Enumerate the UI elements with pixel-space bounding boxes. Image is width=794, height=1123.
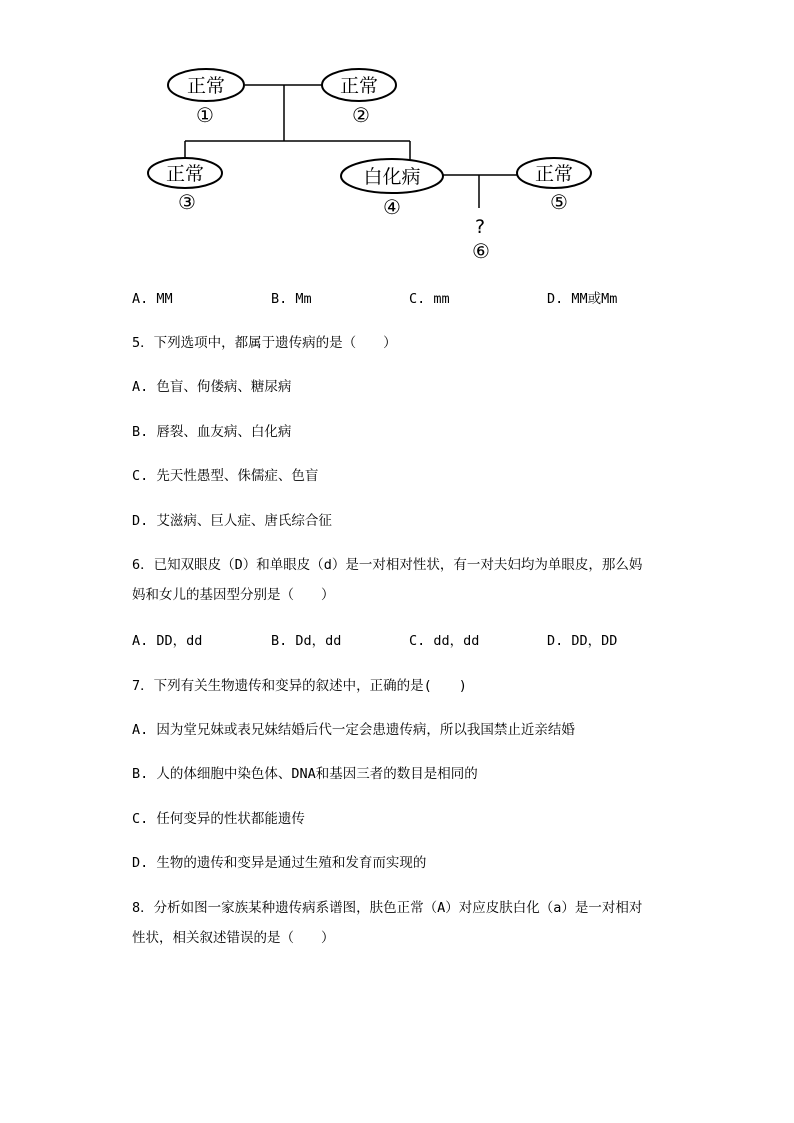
q6-option-c: C. dd，dd xyxy=(409,633,480,649)
q6-stem-line1: 6．已知双眼皮（D）和单眼皮（d）是一对相对性状，有一对夫妇均为单眼皮，那么妈 xyxy=(132,557,643,573)
q7-option-d: D. 生物的遗传和变异是通过生殖和发育而实现的 xyxy=(132,855,427,871)
pedigree-svg xyxy=(0,0,794,280)
individual-3-label: 正常 xyxy=(165,163,205,185)
q5-option-a: A. 色盲、佝偻病、糖尿病 xyxy=(132,379,292,395)
q6-stem-line2: 妈和女儿的基因型分别是（ ） xyxy=(132,587,335,603)
q5-option-c: C. 先天性愚型、侏儒症、色盲 xyxy=(132,468,319,484)
individual-6-number: ⑥ xyxy=(472,239,490,263)
q6-option-a: A. DD，dd xyxy=(132,633,203,649)
individual-4-number: ④ xyxy=(383,195,401,219)
individual-5-number: ⑤ xyxy=(550,190,568,214)
individual-3-number: ③ xyxy=(178,190,196,214)
q5-option-b: B. 唇裂、血友病、白化病 xyxy=(132,424,292,440)
individual-1-number: ① xyxy=(196,103,214,127)
q6-option-d: D. DD，DD xyxy=(547,633,618,649)
individual-4-label: 白化病 xyxy=(363,166,421,188)
q7-option-a: A. 因为堂兄妹或表兄妹结婚后代一定会患遗传病，所以我国禁止近亲结婚 xyxy=(132,722,575,738)
q6-option-b: B. Dd，dd xyxy=(271,633,342,649)
q7-option-c: C. 任何变异的性状都能遗传 xyxy=(132,811,305,827)
pedigree-diagram xyxy=(0,0,794,280)
q8-stem-line1: 8．分析如图一家族某种遗传病系谱图，肤色正常（A）对应皮肤白化（a）是一对相对 xyxy=(132,900,643,916)
q4-option-c: C. mm xyxy=(409,291,450,307)
individual-1-label: 正常 xyxy=(186,75,226,97)
q7-stem: 7．下列有关生物遗传和变异的叙述中，正确的是( ) xyxy=(132,678,467,694)
q5-option-d: D. 艾滋病、巨人症、唐氏综合征 xyxy=(132,513,332,529)
q4-option-b: B. Mm xyxy=(271,291,312,307)
individual-5-label: 正常 xyxy=(534,163,574,185)
individual-2-number: ② xyxy=(352,103,370,127)
q4-option-d: D. MM或Mm xyxy=(547,291,618,307)
q5-stem: 5．下列选项中，都属于遗传病的是（ ） xyxy=(132,335,397,351)
q7-option-b: B. 人的体细胞中染色体、DNA和基因三者的数目是相同的 xyxy=(132,766,478,782)
q4-option-a: A. MM xyxy=(132,291,173,307)
individual-6-unknown-mark: ? xyxy=(474,216,486,238)
q8-stem-line2: 性状，相关叙述错误的是（ ） xyxy=(132,930,335,946)
individual-2-label: 正常 xyxy=(339,75,379,97)
